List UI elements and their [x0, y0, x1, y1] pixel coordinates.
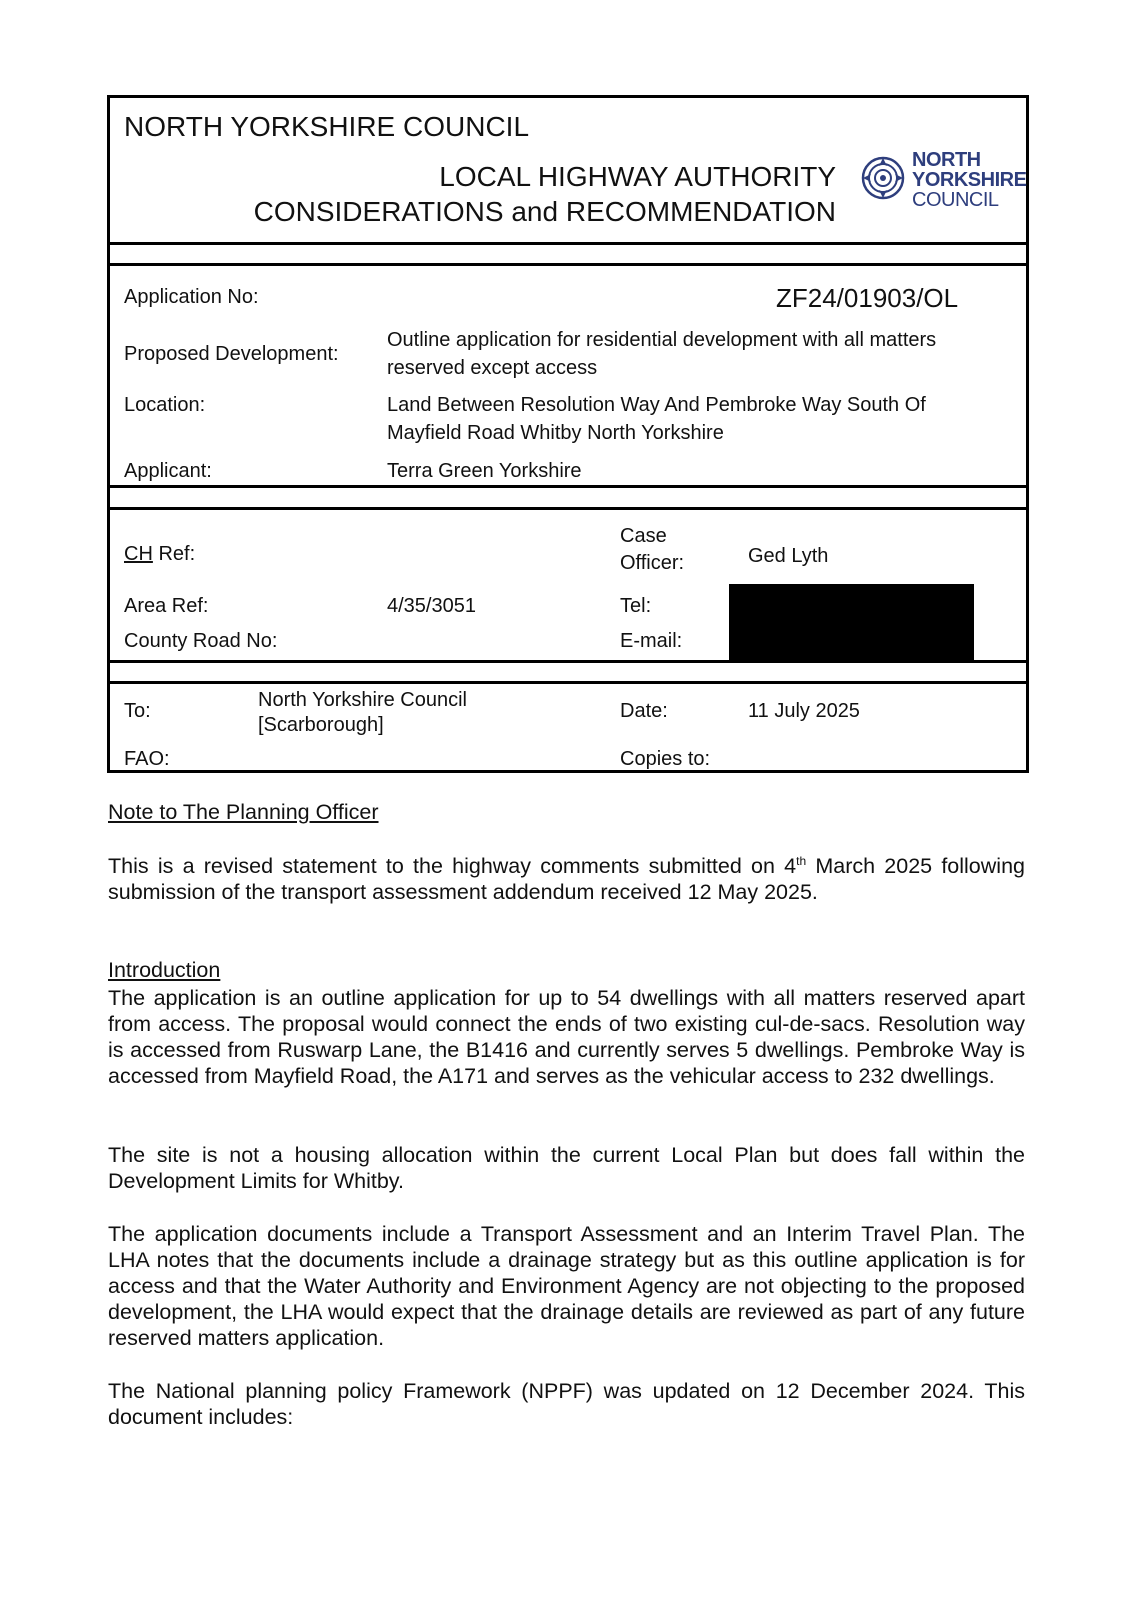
area-ref-value: 4/35/3051 [387, 595, 476, 617]
note-heading: Note to The Planning Officer [108, 800, 379, 824]
council-rose-logo-icon [859, 148, 907, 212]
divider [110, 507, 1026, 510]
location-label: Location: [124, 394, 206, 416]
logo-line-2: YORKSHIRE [912, 169, 1027, 191]
fao-label: FAO: [124, 748, 170, 770]
introduction-paragraph-3: The application documents include a Transport Assessment and an Interim Travel Plan. The LHA notes that the documents include a drainage strategy but as this outline application is for access and that the Water Authority and Environment Agency are not objecting to the proposed development, the LHA would expect that the drainage details are reviewed as part of any future reserved matters application. [108, 1222, 1025, 1350]
redacted-contact-block [729, 584, 974, 660]
ch-ref-label [124, 543, 195, 566]
proposed-development-value-line-1: Outline application for residential development with all matters [387, 329, 937, 351]
note-text-part-2: March 2025 following submission of the transport assessment addendum received 12 May 2025. [108, 854, 1025, 904]
note-text-part-1: This is a revised statement to the highway comments submitted on 4 [108, 854, 797, 878]
logo-line-1: NORTH [912, 149, 981, 171]
proposed-development-value-line-2: reserved except access [387, 357, 598, 379]
applicant-label: Applicant: [124, 460, 212, 482]
ch-ref-label-underlined: CH [124, 543, 153, 565]
applicant-value: Terra Green Yorkshire [387, 460, 582, 482]
council-name: NORTH YORKSHIRE COUNCIL [124, 111, 530, 142]
proposed-development-label: Proposed Development: [124, 343, 339, 365]
county-road-no-label: County Road No: [124, 630, 278, 652]
council-logo-text [912, 150, 1026, 210]
copies-to-label: Copies to: [620, 748, 711, 770]
date-label: Date: [620, 700, 668, 722]
divider [110, 485, 1026, 488]
case-officer-label-line-1: Case [620, 525, 667, 547]
to-label: To: [124, 700, 151, 722]
case-officer-label-line-2: Officer: [620, 552, 685, 574]
divider [110, 242, 1026, 245]
date-value: 11 July 2025 [748, 700, 860, 722]
to-value-line-2: [Scarborough] [258, 714, 384, 736]
title-line-1: LOCAL HIGHWAY AUTHORITY [439, 161, 836, 192]
introduction-paragraph-1: The application is an outline application for up to 54 dwellings with all matters reserved apart from access. The proposal would connect the ends of two existing cul-de-sacs. Resolution way is accessed from Ruswarp Lane, the B1416 and currently serves 5 dwellings. Pembroke Way is accessed from Mayfield Road, the A171 and serves as the vehicular access to 232 dwellings. [108, 986, 1025, 1088]
introduction-paragraph-2: The site is not a housing allocation within the current Local Plan but does fall within the Development Limits for Whitby. [108, 1143, 1025, 1193]
divider [110, 681, 1026, 684]
divider [110, 263, 1026, 266]
introduction-heading: Introduction [108, 958, 221, 982]
note-superscript: th [796, 853, 807, 868]
application-no-label: Application No: [124, 286, 259, 308]
case-officer-value: Ged Lyth [748, 545, 829, 567]
title-line-2: CONSIDERATIONS and RECOMMENDATION [253, 196, 836, 227]
location-value-line-2: Mayfield Road Whitby North Yorkshire [387, 422, 724, 444]
introduction-paragraph-4: The National planning policy Framework (NPPF) was updated on 12 December 2024. This document includes: [108, 1379, 1025, 1429]
application-no-value: ZF24/01903/OL [776, 283, 959, 313]
note-paragraph [108, 853, 1025, 905]
location-value-line-1: Land Between Resolution Way And Pembroke Way South Of [387, 394, 926, 416]
tel-label: Tel: [620, 595, 652, 617]
to-value-line-1: North Yorkshire Council [258, 689, 467, 711]
divider [110, 660, 1026, 663]
email-label: E-mail: [620, 630, 683, 652]
ch-ref-label-rest: Ref: [152, 543, 196, 565]
area-ref-label: Area Ref: [124, 595, 209, 617]
logo-line-3: COUNCIL [912, 189, 999, 211]
